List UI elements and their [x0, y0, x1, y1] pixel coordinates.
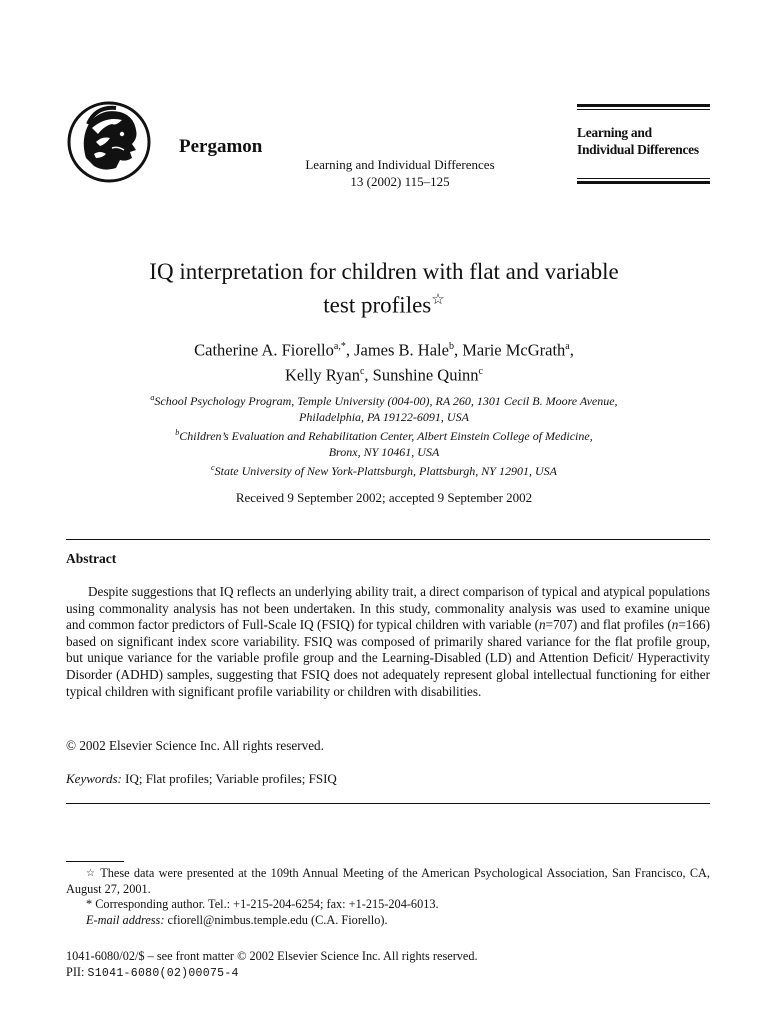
footnote-star-mark: ☆	[86, 868, 97, 879]
journal-name: Learning and Individual Differences	[305, 157, 495, 172]
athena-head-icon	[66, 98, 152, 184]
journal-box-title-line1: Learning and	[577, 125, 652, 140]
journal-box-title-line2: Individual Differences	[577, 142, 699, 157]
author-list: Catherine A. Fiorello$^{a,*}$, James B. Hale$^b$, Marie McGrath$^a$, Kelly Ryan$^c$, Sunshine Quinn$^c$	[194, 340, 574, 384]
footnote-corresponding: * Corresponding author. Tel.: +1-215-204-6254; fax: +1-215-204-6013.	[86, 897, 439, 912]
affiliation-line: Bronx, NY 10461, USA	[328, 444, 440, 459]
affiliation-line: State University of New York-Plattsburgh, Plattsburgh, NY 12901, USA	[214, 464, 557, 478]
abstract-text-part: =166) based on significant index score variability. FSIQ was composed of primarily shared variance for the flat profile group, but unique variance for the variable profile group and the Learning-Disabled (LD) and Attention Deficit/ Hyperactivity Disorder (ADHD) samples, suggesting that FSIQ does not adequately represent global intellectual functioning for either typical children with significant profile variability or children with disabilities.	[66, 617, 710, 699]
journal-title-box	[577, 104, 710, 184]
footnote-rule	[66, 861, 124, 862]
abstract-text-part: Despite suggestions that IQ reflects an underlying ability trait, a direct comparison of typical and atypical populations using commonality analysis has not been undertaken. In this study, commonality analysis was used to examine unique and common factor predictors of Full-Scale IQ (FSIQ) for typical children with variable (	[66, 584, 710, 633]
email-label: E-mail address:	[86, 912, 165, 927]
keywords-list: IQ; Flat profiles; Variable profiles; FSIQ	[125, 771, 337, 786]
author-affil-sup: a,*	[333, 341, 346, 352]
divider	[66, 539, 710, 540]
publisher-name: Pergamon	[179, 136, 263, 157]
article-title-line1: IQ interpretation for children with flat and variable	[149, 259, 619, 284]
journal-box-top-rule	[577, 104, 710, 110]
author-name: Kelly Ryan	[285, 365, 360, 384]
abstract-copyright: © 2002 Elsevier Science Inc. All rights reserved.	[66, 738, 324, 753]
author-affil-sup: c	[478, 365, 483, 377]
affiliation-line: Children’s Evaluation and Rehabilitation Center, Albert Einstein College of Medicine,	[179, 429, 593, 443]
affil-sup: c	[211, 463, 215, 472]
affiliation-line: Philadelphia, PA 19122-6091, USA	[299, 409, 469, 424]
article-title-line2: test profiles	[323, 292, 432, 318]
pii-label: PII:	[66, 964, 85, 979]
keywords	[66, 771, 337, 787]
journal-box-bottom-rule	[577, 178, 710, 184]
issn-line: 1041-6080/02/$ – see front matter © 2002 Elsevier Science Inc. All rights reserved.	[66, 949, 478, 963]
abstract-heading: Abstract	[66, 551, 117, 566]
abstract-body	[66, 584, 710, 700]
pergamon-logo	[66, 98, 152, 184]
article-title	[60, 258, 708, 320]
email-address[interactable]: cfiorell@nimbus.temple.edu (C.A. Fiorello).	[167, 912, 388, 927]
affiliations	[60, 390, 708, 480]
footnotes	[66, 866, 710, 928]
author-affil-sup: b	[448, 341, 454, 352]
author-affil-sup: a	[565, 341, 570, 352]
author-name: Marie McGrath	[462, 340, 566, 360]
abstract-italic-n: n	[539, 617, 546, 633]
abstract-italic-n: n	[671, 617, 679, 633]
divider	[66, 803, 710, 804]
author-name: James B. Hale	[354, 340, 449, 360]
author-affil-sup: c	[359, 365, 365, 377]
author-name: Sunshine Quinn	[372, 365, 479, 384]
author-name: Catherine A. Fiorello	[194, 340, 334, 360]
journal-citation	[290, 156, 510, 190]
front-matter	[66, 949, 478, 981]
affil-sup: b	[175, 428, 180, 437]
keywords-label: Keywords:	[66, 771, 122, 786]
journal-box-title	[577, 124, 710, 158]
journal-volume-pages: 13 (2002) 115–125	[350, 174, 450, 189]
pii-code: S1041-6080(02)00075-4	[87, 966, 239, 980]
title-footnote-mark[interactable]: ☆	[431, 292, 445, 308]
abstract-text-part: =707) and flat profiles (	[545, 617, 672, 633]
affil-sup: a	[150, 393, 155, 402]
received-dates: Received 9 September 2002; accepted 9 September 2002	[235, 490, 533, 505]
footnote-presented: These data were presented at the 109th Annual Meeting of the American Psychological Association, San Francisco, CA, August 27, 2001.	[66, 866, 710, 896]
affiliation-line: School Psychology Program, Temple University (004-00), RA 260, 1301 Cecil B. Moore Avenue,	[154, 394, 618, 408]
